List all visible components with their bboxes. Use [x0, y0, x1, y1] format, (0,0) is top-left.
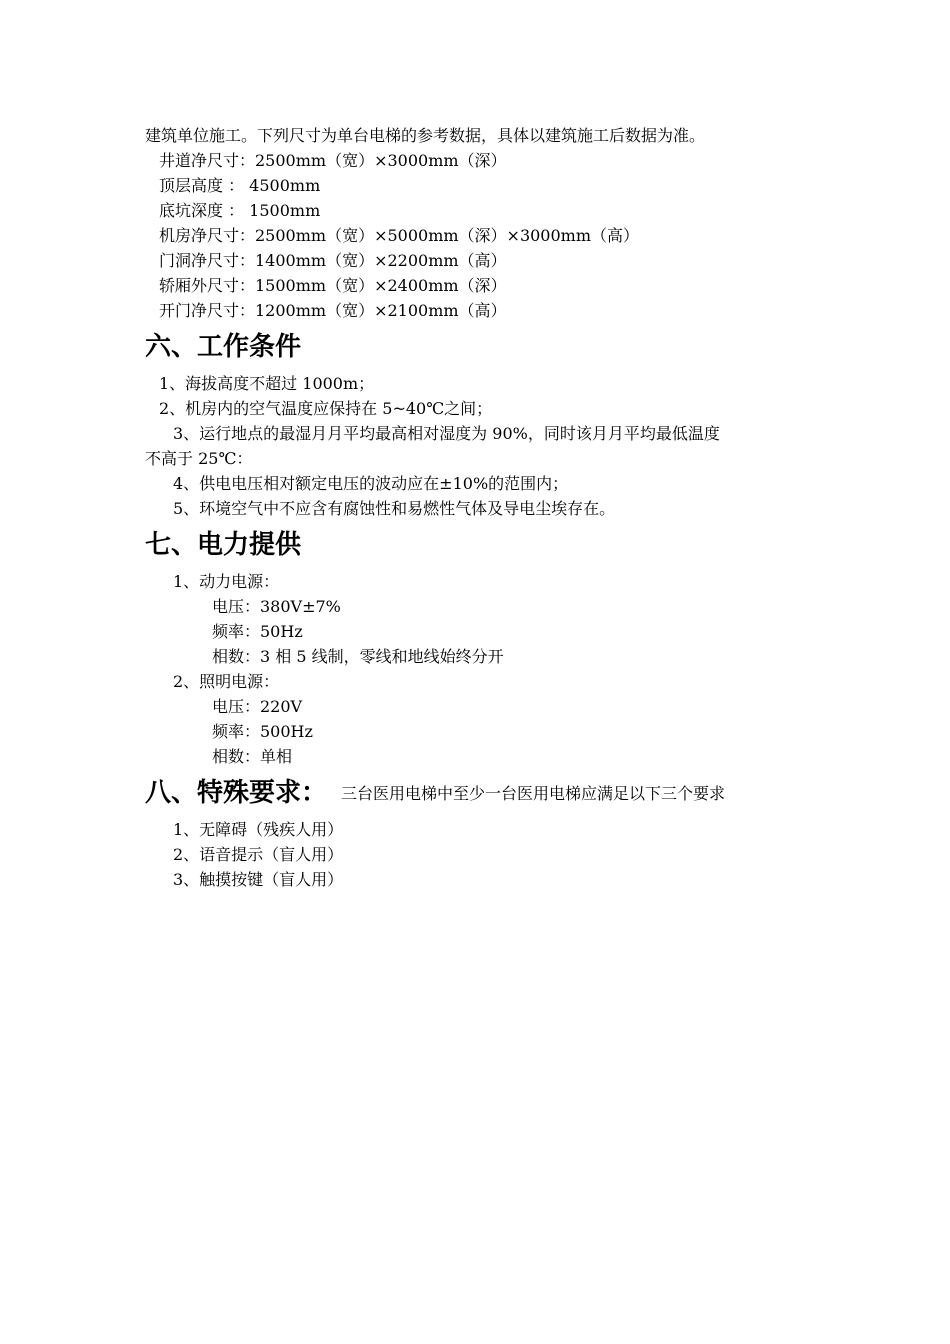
spec-machine-room-size: 机房净尺寸：2500mm（宽）×5000mm（深）×3000mm（高）	[159, 226, 640, 245]
specs-intro: 建筑单位施工。下列尺寸为单台电梯的参考数据，具体以建筑施工后数据为准。	[145, 126, 706, 145]
condition-item-3: 3、运行地点的最湿月月平均最高相对湿度为 90%，同时该月月平均最低温度	[173, 424, 720, 443]
lighting-phase: 相数：单相	[212, 747, 293, 766]
condition-item-5: 5、环境空气中不应含有腐蚀性和易燃性气体及导电尘埃存在。	[173, 499, 616, 518]
condition-item-4: 4、供电电压相对额定电压的波动应在±10%的范围内；	[173, 474, 569, 493]
power-supply-label: 1、动力电源：	[173, 572, 280, 591]
power-voltage: 电压：380V±7%	[212, 597, 341, 616]
lighting-voltage: 电压：220V	[212, 697, 303, 716]
spec-pit-depth: 底坑深度 ： 1500mm	[159, 201, 321, 220]
requirement-item-1: 1、无障碍（残疾人用）	[173, 820, 344, 839]
condition-item-3-cont: 不高于 25℃：	[145, 449, 253, 468]
lighting-frequency: 频率：500Hz	[212, 722, 313, 741]
power-phase: 相数：3 相 5 线制，零线和地线始终分开	[212, 647, 504, 666]
condition-item-2: 2、机房内的空气温度应保持在 5~40℃之间；	[159, 399, 493, 418]
condition-item-1: 1、海拔高度不超过 1000m；	[159, 374, 375, 393]
section6-heading: 六、工作条件	[145, 332, 302, 362]
spec-door-opening-size: 门洞净尺寸：1400mm（宽）×2200mm（高）	[159, 251, 507, 270]
section8-heading	[145, 769, 825, 817]
section8-note: 三台医用电梯中至少一台医用电梯应满足以下三个要求	[341, 784, 726, 803]
spec-shaft-size: 井道净尺寸：2500mm（宽）×3000mm（深）	[159, 151, 507, 170]
document-content	[145, 123, 825, 892]
spec-car-outer-size: 轿厢外尺寸：1500mm（宽）×2400mm（深）	[159, 276, 507, 295]
lighting-supply-label: 2、照明电源：	[173, 672, 280, 691]
spec-top-height: 顶层高度 ： 4500mm	[159, 176, 321, 195]
section8-title: 八、特殊要求：	[145, 778, 328, 808]
requirement-item-2: 2、语音提示（盲人用）	[173, 845, 344, 864]
requirement-item-3: 3、触摸按键（盲人用）	[173, 870, 344, 889]
section7-heading: 七、电力提供	[145, 530, 302, 560]
power-frequency: 频率：50Hz	[212, 622, 303, 641]
spec-door-clear-size: 开门净尺寸：1200mm（宽）×2100mm（高）	[159, 301, 507, 320]
